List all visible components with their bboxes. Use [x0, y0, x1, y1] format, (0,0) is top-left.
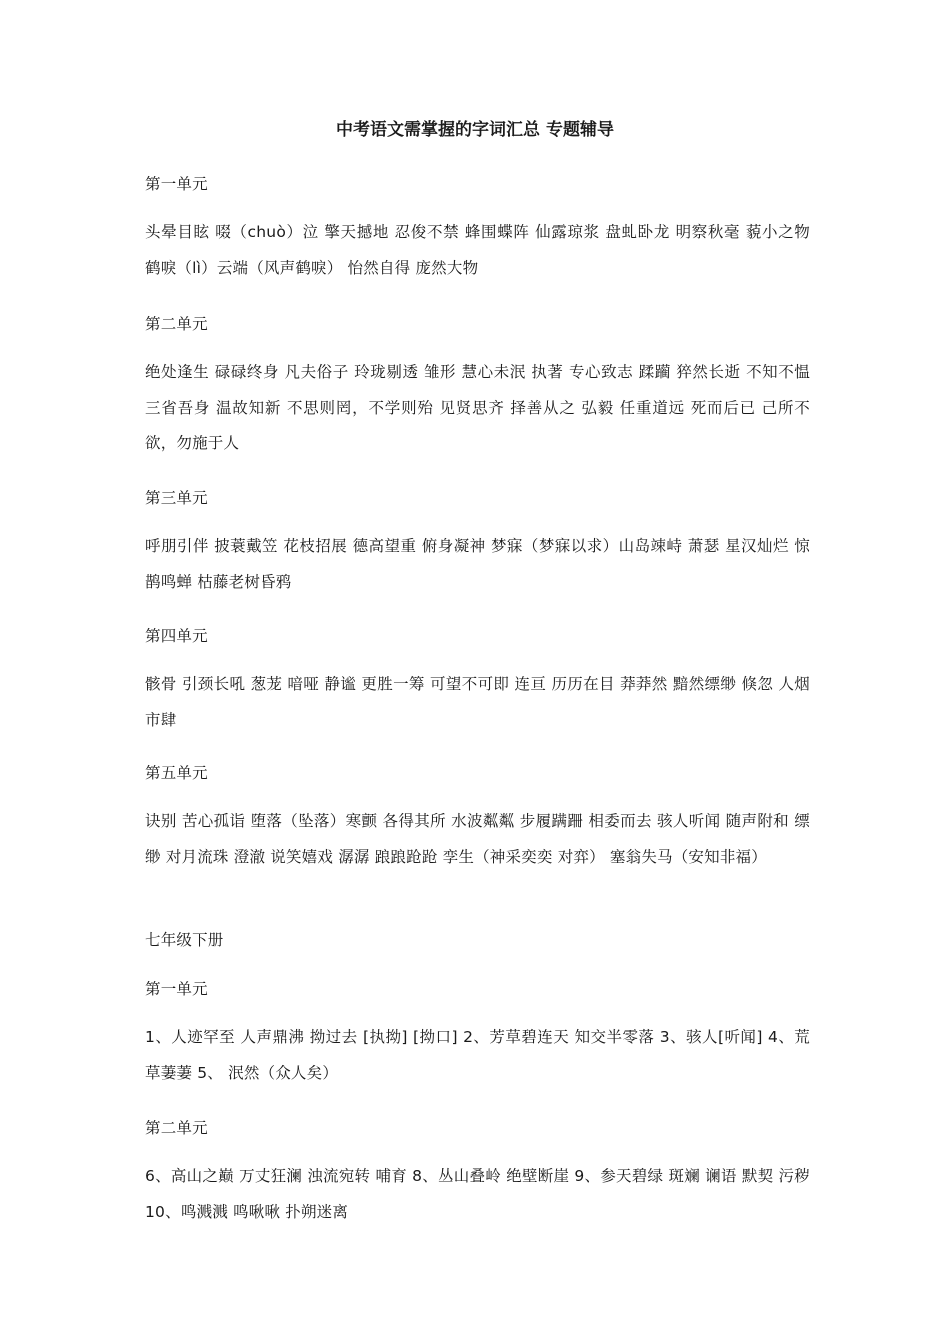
- section-heading: 第三单元: [145, 489, 208, 507]
- section-paragraph: 诀别 苦心孤诣 堕落（坠落）寒颤 各得其所 水波粼粼 步履蹒跚 相委而去 骇人听闻 随声附和 缥缈 对月流珠 澄澈 说笑嬉戏 潺潺 踉踉跄跄 孪生（神采奕奕 对弈） 塞翁失马（安知非福）: [145, 812, 810, 866]
- section-paragraph: 1、人迹罕至 人声鼎沸 拗过去 [执拗] [拗口] 2、芳草碧连天 知交半零落 3、骇人[听闻] 4、荒草萋萋 5、 泯然（众人矣）: [145, 1028, 810, 1082]
- section-heading: 第五单元: [145, 764, 208, 782]
- section-heading: 第四单元: [145, 627, 208, 645]
- section-paragraph: 绝处逢生 碌碌终身 凡夫俗子 玲珑剔透 雏形 慧心未泯 执著 专心致志 蹂躏 猝然长逝 不知不愠 三省吾身 温故知新 不思则罔，不学则殆 见贤思齐 择善从之 弘毅 任重道远 死而后已 己所不欲，勿施于人: [145, 363, 810, 452]
- section-heading: 第一单元: [145, 175, 208, 193]
- section-heading: 第二单元: [145, 315, 208, 333]
- section-paragraph: 头晕目眩 啜（chuò）泣 擎天撼地 忍俊不禁 蜂围蝶阵 仙露琼浆 盘虬卧龙 明察秋毫 藐小之物 鹤唳（lì）云端（风声鹤唳） 怡然自得 庞然大物: [145, 223, 810, 277]
- section-paragraph: 呼朋引伴 披蓑戴笠 花枝招展 德高望重 俯身凝神 梦寐（梦寐以求）山岛竦峙 萧瑟 星汉灿烂 惊鹊鸣蝉 枯藤老树昏鸦: [145, 537, 810, 591]
- section-heading: 七年级下册: [145, 931, 224, 949]
- section-paragraph: 骸骨 引颈长吼 葱茏 喑哑 静谧 更胜一筹 可望不可即 连亘 历历在目 莽莽然 黯然缥缈 倏忽 人烟市肆: [145, 675, 810, 729]
- page-title: 中考语文需掌握的字词汇总 专题辅导: [336, 120, 614, 140]
- section-paragraph: 6、高山之巅 万丈狂澜 浊流宛转 哺育 8、丛山叠岭 绝壁断崖 9、参天碧绿 斑斓 谰语 默契 污秽 10、鸣溅溅 鸣啾啾 扑朔迷离: [145, 1167, 810, 1221]
- section-heading: 第一单元: [145, 980, 208, 998]
- section-heading: 第二单元: [145, 1119, 208, 1137]
